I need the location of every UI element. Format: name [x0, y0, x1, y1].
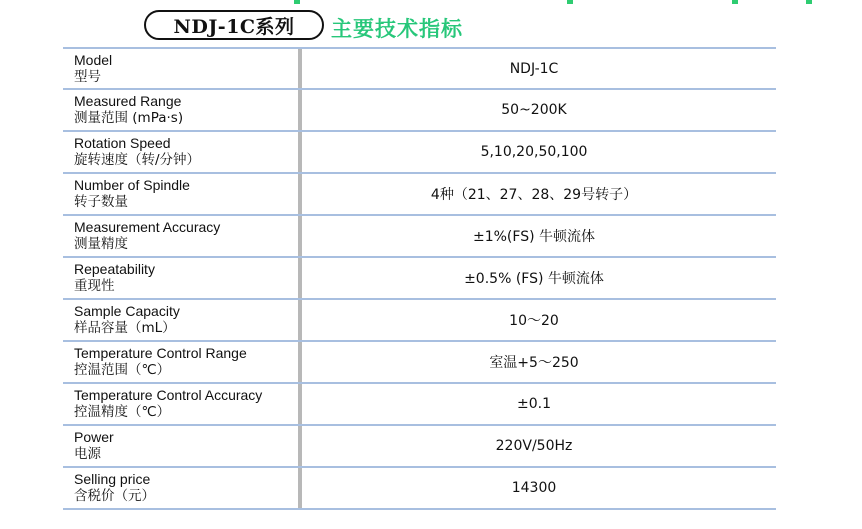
row-label: [63, 90, 298, 130]
label-chinese: 含税价（元）: [74, 488, 155, 504]
label-english: Power: [74, 429, 114, 445]
row-value: 10～20: [509, 313, 559, 329]
label-english: Model: [74, 51, 113, 68]
table-row: [63, 468, 776, 510]
row-label: [63, 49, 298, 88]
green-marker: [294, 0, 300, 4]
label-chinese: 样品容量（mL）: [74, 320, 176, 336]
label-chinese: 型号: [74, 68, 101, 85]
table-row: [63, 426, 776, 468]
label-chinese: 测量精度: [74, 236, 128, 252]
green-marker: [806, 0, 812, 4]
row-label: [63, 342, 298, 382]
table-row: [63, 132, 776, 174]
label-chinese: 重现性: [74, 278, 115, 294]
row-label: [63, 174, 298, 214]
label-english: Measurement Accuracy: [74, 219, 221, 235]
table-row: [63, 384, 776, 426]
table-row: [63, 216, 776, 258]
row-label: [63, 384, 298, 424]
table-row: [63, 300, 776, 342]
table-row: [63, 90, 776, 132]
green-marker: [567, 0, 573, 4]
label-english: Repeatability: [74, 261, 155, 277]
row-value: ±0.5% (FS) 牛顿流体: [464, 271, 604, 287]
row-value: NDJ-1C: [509, 60, 559, 77]
table-row: [63, 49, 776, 90]
row-label: [63, 258, 298, 298]
label-chinese: 旋转速度（转/分钟）: [74, 152, 201, 168]
label-english: Measured Range: [74, 93, 182, 109]
page-header: [0, 0, 862, 48]
label-chinese: 控温范围（℃）: [74, 362, 171, 378]
label-english: Rotation Speed: [74, 135, 171, 151]
table-row: [63, 258, 776, 300]
label-english: Number of Spindle: [74, 177, 190, 193]
label-english: Temperature Control Range: [74, 345, 247, 361]
table-row: [63, 342, 776, 384]
row-value: 50~200K: [501, 102, 567, 118]
label-chinese: 电源: [74, 446, 101, 462]
row-value: 5,10,20,50,100: [480, 144, 588, 160]
row-value: 4种（21、27、28、29号转子）: [430, 187, 638, 203]
label-english: Temperature Control Accuracy: [74, 387, 263, 403]
spec-subtitle: 主要技术指标: [331, 17, 463, 41]
row-label: [63, 132, 298, 172]
row-label: [63, 468, 298, 508]
row-value: 14300: [511, 480, 557, 496]
row-label: [63, 426, 298, 466]
label-chinese: 转子数量: [74, 194, 128, 210]
series-title: NDJ-1C系列: [144, 10, 324, 40]
label-chinese: 测量范围 (mPa·s): [74, 110, 184, 126]
spec-table: [63, 47, 776, 510]
row-value: ±1%(FS) 牛顿流体: [472, 229, 595, 245]
green-marker: [732, 0, 738, 4]
row-label: [63, 216, 298, 256]
row-value: ±0.1: [517, 396, 551, 412]
row-value: 220V/50Hz: [495, 438, 573, 454]
label-english: Sample Capacity: [74, 303, 180, 319]
table-row: [63, 174, 776, 216]
row-label: [63, 300, 298, 340]
label-chinese: 控温精度（℃）: [74, 404, 171, 420]
label-english: Selling price: [74, 471, 151, 487]
row-value: 室温+5～250: [489, 355, 579, 371]
